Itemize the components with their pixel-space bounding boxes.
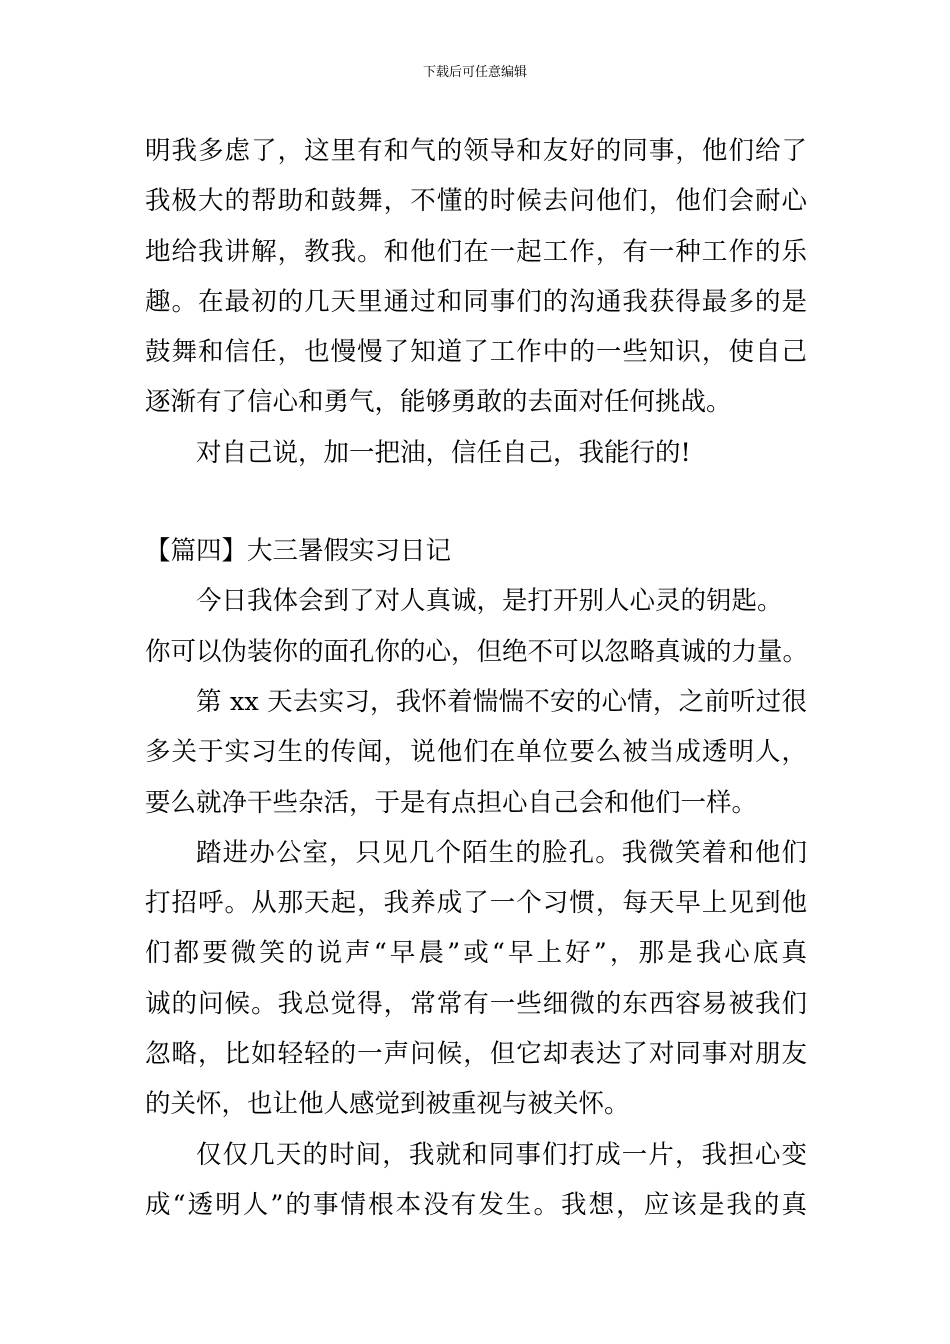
text-line: 要么就净干些杂活，于是有点担心自己会和他们一样。	[145, 787, 758, 818]
text-line: 今日我体会到了对人真诚，是打开别人心灵的钥匙。	[196, 586, 783, 617]
text-line: 对自己说，加一把油，信任自己，我能行的!	[196, 437, 691, 468]
text-line: 趣。在最初的几天里通过和同事们的沟通我获得最多的是	[145, 286, 807, 317]
text-line: 成“透明人”的事情根本没有发生。我想，应该是我的真	[145, 1189, 807, 1220]
text-line: 打招呼。从那天起，我养成了一个习惯，每天早上见到他	[145, 888, 807, 919]
text-line: 第 xx 天去实习，我怀着惴惴不安的心情，之前听过很	[196, 686, 807, 717]
text-line: 鼓舞和信任，也慢慢了知道了工作中的一些知识，使自己	[145, 337, 807, 368]
text-line: 地给我讲解，教我。和他们在一起工作，有一种工作的乐	[145, 236, 807, 267]
text-line: 明我多虑了，这里有和气的领导和友好的同事，他们给了	[145, 136, 807, 166]
text-line: 逐渐有了信心和勇气，能够勇敢的去面对任何挑战。	[145, 387, 732, 418]
page-header-note: 下载后可任意编辑	[422, 65, 527, 80]
text-line: 多关于实习生的传闻，说他们在单位要么被当成透明人，	[145, 737, 807, 768]
paragraph-gap	[145, 478, 807, 526]
text-line: 我极大的帮助和鼓舞，不懂的时候去问他们，他们会耐心	[145, 186, 807, 217]
text-line: 们都要微笑的说声“早晨”或“早上好”，那是我心底真	[145, 938, 807, 969]
text-line: 的关怀，也让他人感觉到被重视与被关怀。	[145, 1089, 630, 1120]
section-heading: 【篇四】大三暑假实习日记	[145, 536, 452, 567]
text-line: 诚的问候。我总觉得，常常有一些细微的东西容易被我们	[145, 988, 807, 1019]
text-line: 忽略，比如轻轻的一声问候，但它却表达了对同事对朋友	[145, 1039, 807, 1070]
document-body	[145, 126, 807, 1230]
text-line: 仅仅几天的时间，我就和同事们打成一片，我担心变	[196, 1139, 807, 1170]
text-line: 你可以伪装你的面孔你的心，但绝不可以忽略真诚的力量。	[145, 636, 809, 667]
text-line: 踏进办公室，只见几个陌生的脸孔。我微笑着和他们	[196, 837, 807, 868]
